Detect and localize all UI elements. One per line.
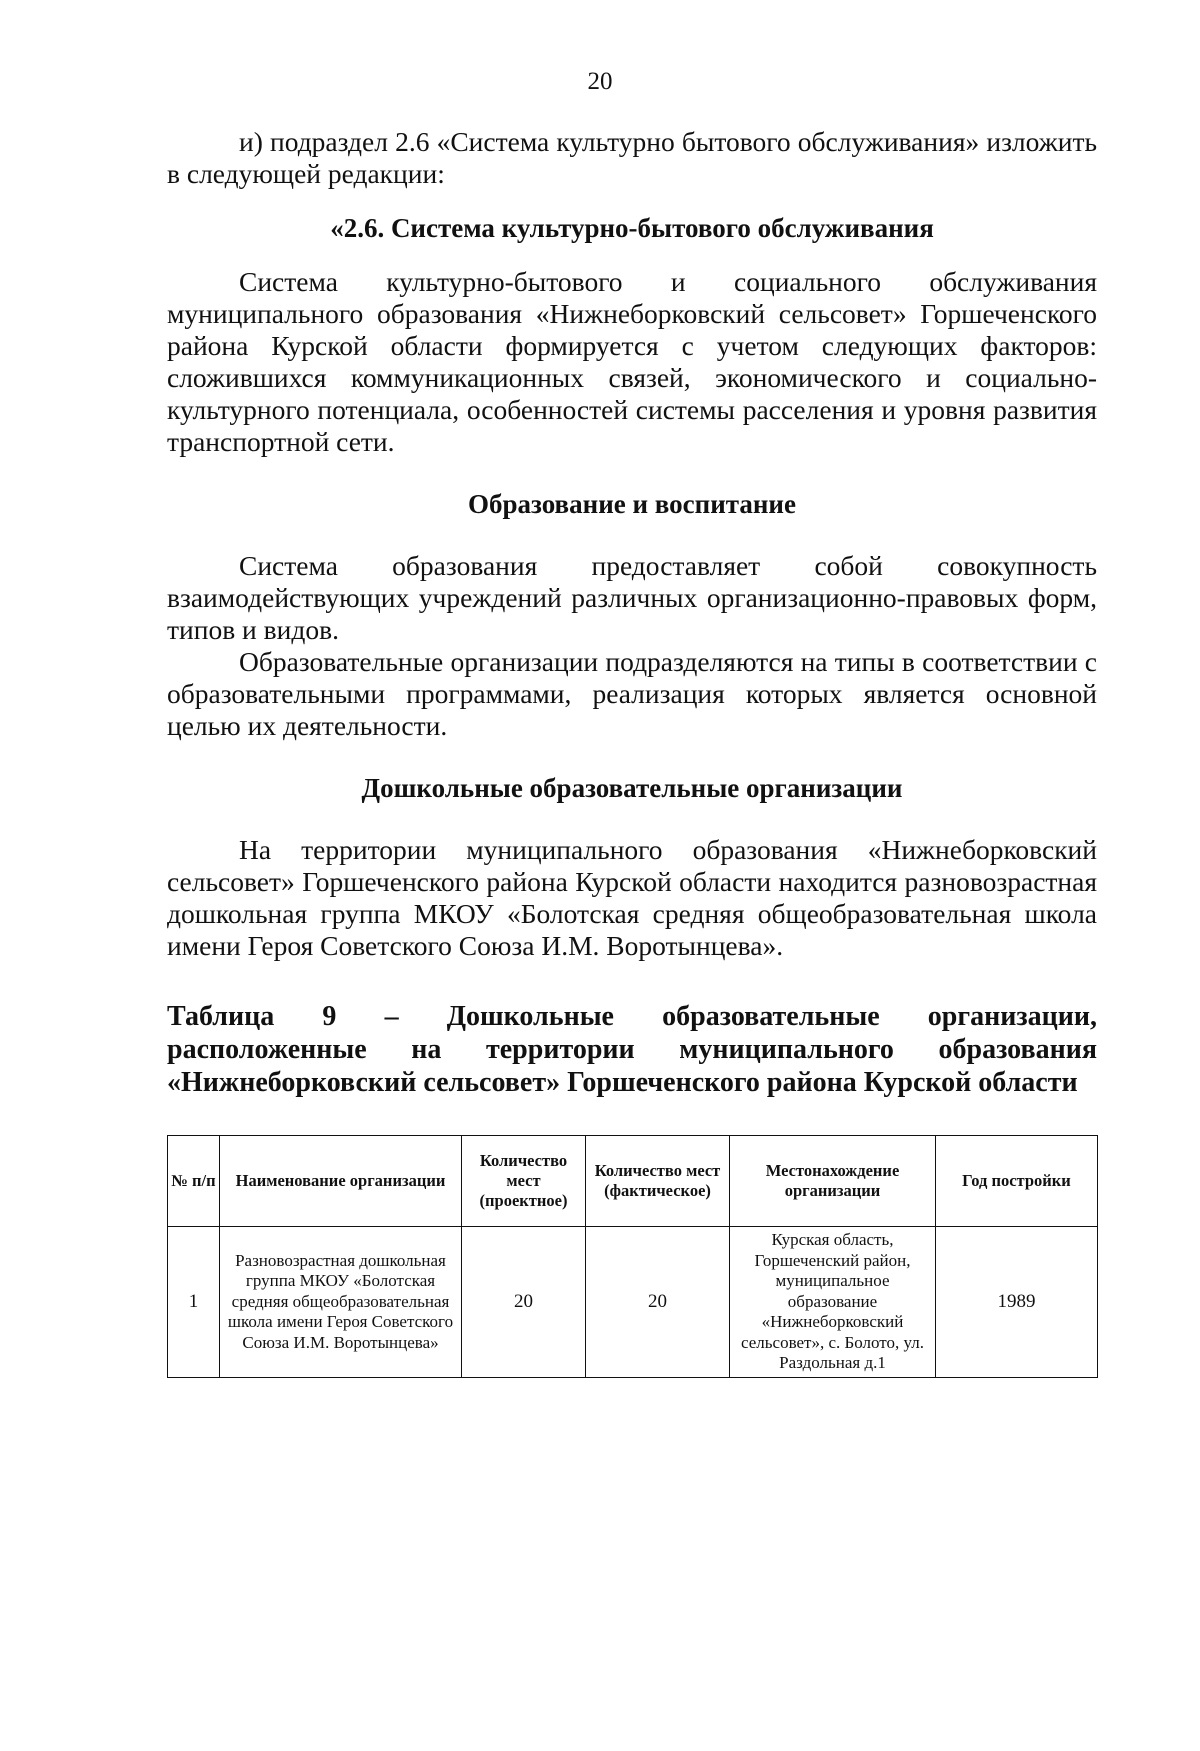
education-paragraph: Система образования предоставляет собой совокупность взаимодействующих учреждений различных организационно-правовых форм, типов и видов. [167,550,1097,645]
page-content [167,126,1097,1378]
page-number: 20 [587,68,613,95]
education-paragraph: Образовательные организации подразделяются на типы в соответствии с образовательными программами, реализация которых является основной целью их деятельности. [167,646,1097,741]
preschool-heading: Дошкольные образовательные организации [361,773,903,803]
cell-number: 1 [168,1227,220,1378]
section-title: «2.6. Система культурно-бытового обслуживания [330,213,934,243]
header-name: Наименование организации [220,1136,462,1227]
cell-places-actual: 20 [586,1227,730,1378]
section-paragraph: Система культурно-бытового и социального обслуживания муниципального образования «Нижнеборковский сельсовет» Горшеченского района Курской области формируется с учетом следующих факторов: сложившихся коммуникационных связей, экономического и социально-культурного потенциала, особенностей системы расселения и уровня развития транспортной сети. [167,266,1097,457]
header-location: Местонахождение организации [730,1136,936,1227]
header-number: № п/п [168,1136,220,1227]
cell-places-design: 20 [462,1227,586,1378]
header-places-actual: Количество мест (фактическое) [586,1136,730,1227]
organizations-table [167,1135,1098,1378]
cell-year: 1989 [936,1227,1098,1378]
table-row [168,1227,1098,1378]
header-year: Год постройки [936,1136,1098,1227]
preschool-paragraph: На территории муниципального образования «Нижнеборковский сельсовет» Горшеченского района Курской области находится разновозрастная дошкольная группа МКОУ «Болотская средняя общеобразовательная школа имени Героя Советского Союза И.М. Воротынцева». [167,834,1097,961]
cell-location: Курская область, Горшеченский район, муниципальное образование «Нижнеборковский сельсовет», с. Болото, ул. Раздольная д.1 [730,1227,936,1378]
cell-name: Разновозрастная дошкольная группа МКОУ «Болотская средняя общеобразовательная школа имени Героя Советского Союза И.М. Воротынцева» [220,1227,462,1378]
intro-paragraph: и) подраздел 2.6 «Система культурно бытового обслуживания» изложить в следующей редакции: [167,126,1097,189]
education-heading: Образование и воспитание [468,489,796,519]
table-header-row [168,1136,1098,1227]
header-places-design: Количество мест (проектное) [462,1136,586,1227]
table-caption: Таблица 9 – Дошкольные образовательные организации, расположенные на территории муниципального образования «Нижнеборковский сельсовет» Горшеченского района Курской области [167,1001,1097,1098]
